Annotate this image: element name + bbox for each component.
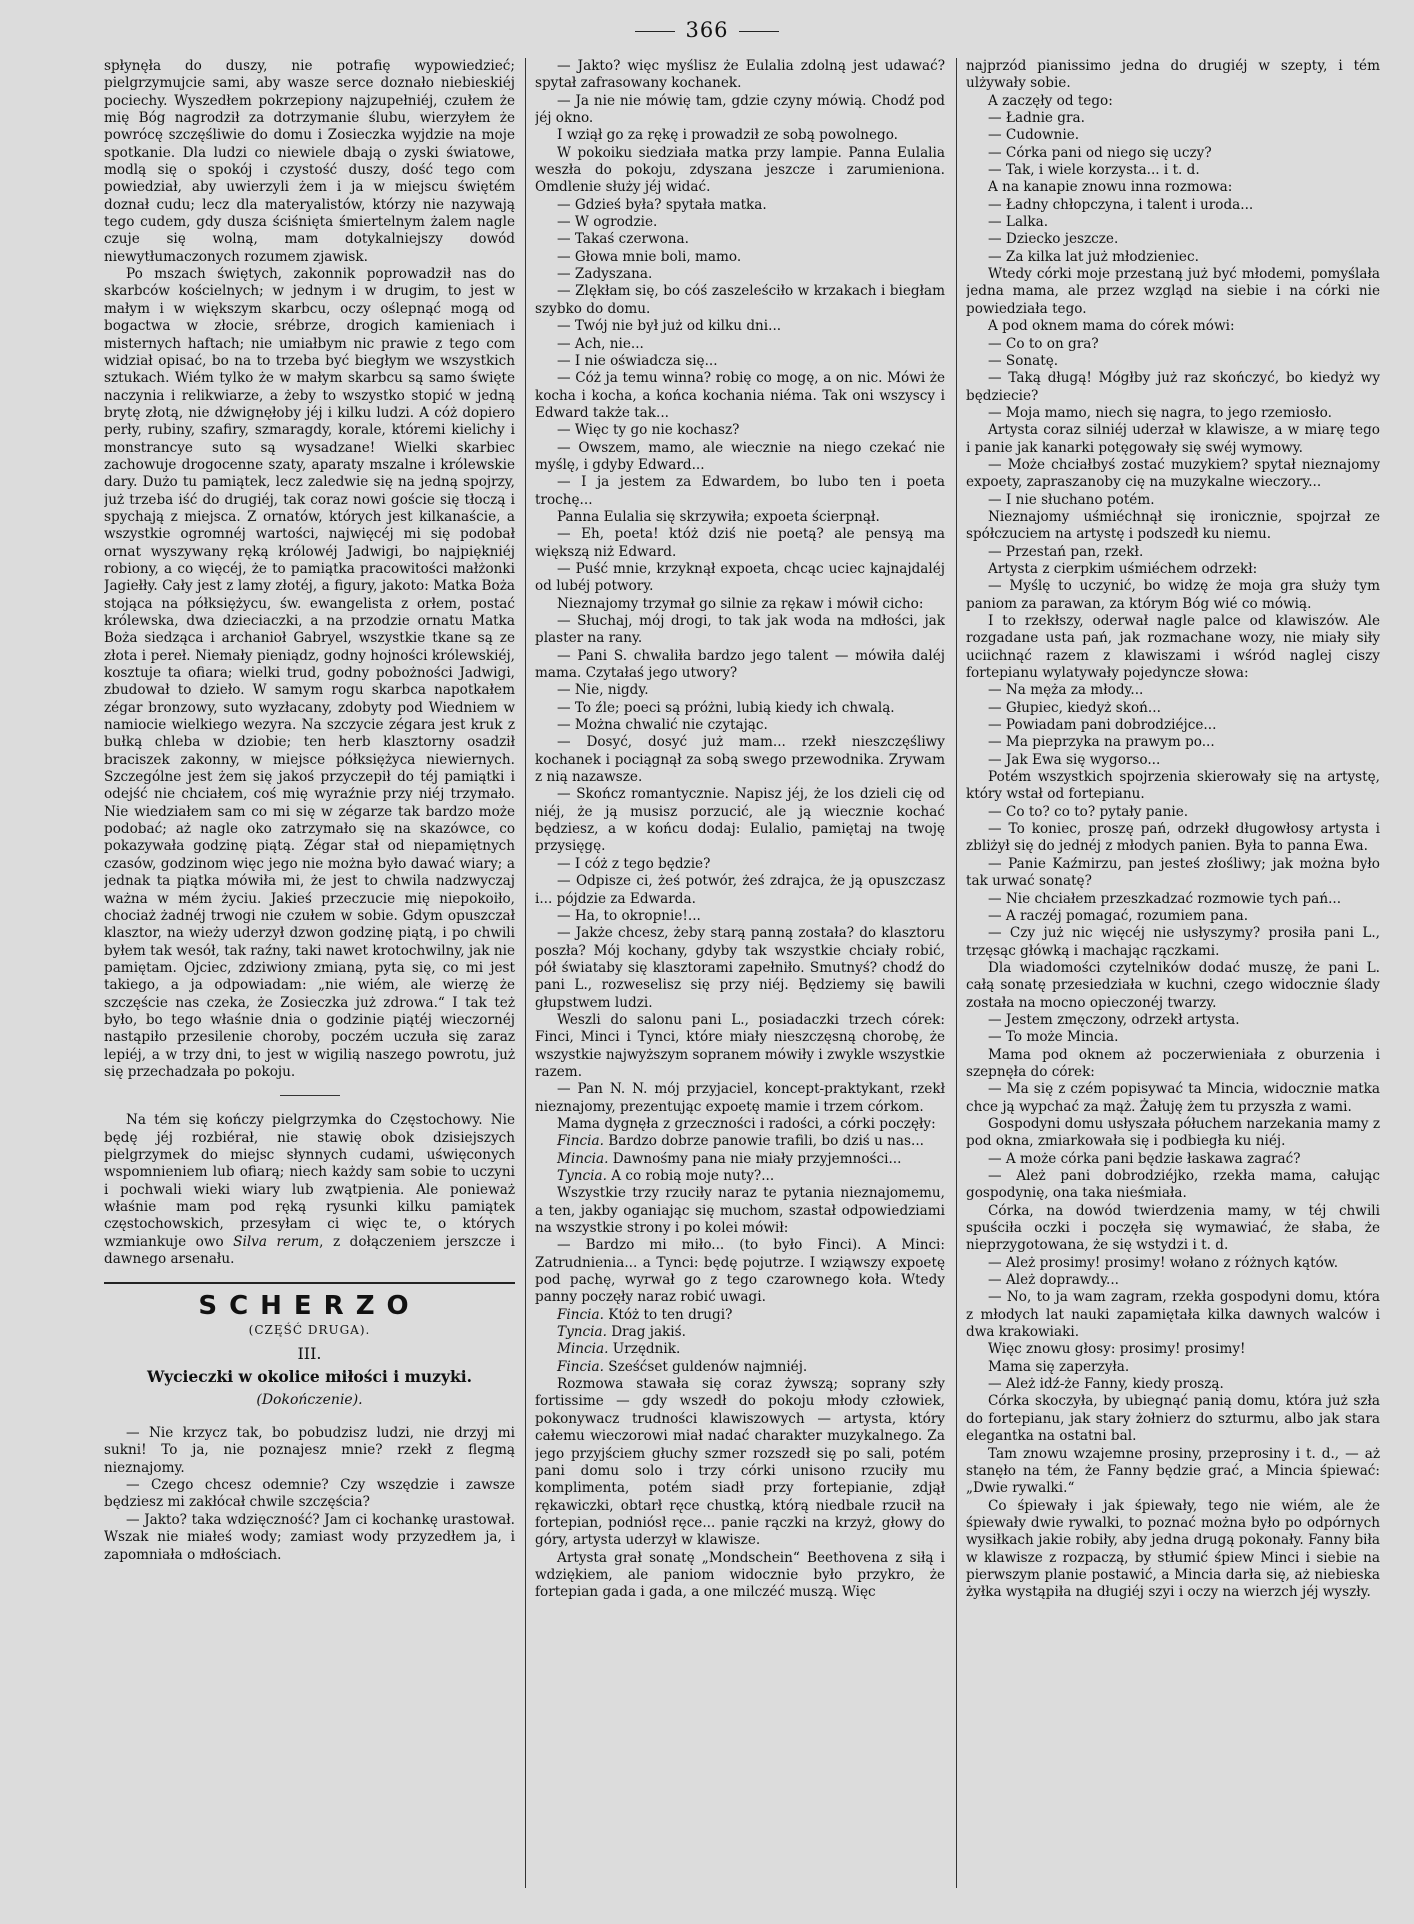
column2-paragraph: — W ogrodzie.: [557, 214, 658, 231]
speaker-name: Tyncia.: [557, 1168, 607, 1184]
column2-paragraph: Artysta grał sonatę „Mondschein“ Beethovena z siłą i wdziękiem, ale paniom widocznie było przykro, że fortepian gada i gada, a one milczéć muszą. Więc: [535, 1549, 945, 1601]
column3-paragraph: Wtedy córki moje przestaną już być młodemi, pomyślała jedna mama, ale przez wzgląd na siebie i na córki nie powiedziała tego.: [966, 266, 1380, 317]
column3-paragraph: — Co to on gra?: [988, 335, 1099, 352]
column2-paragraph: — Eh, poeta! któż dziś nie poetą? ale pensyą ma większą niż Edward.: [535, 526, 945, 560]
para3-end: , z dołączeniem jerszcze i dawnego arsenału.: [104, 1233, 515, 1268]
column2-paragraph: — I ja jestem za Edwardem, bo lubo ten i poeta trochę...: [535, 474, 945, 508]
scherzo-chapter-number: III.: [297, 1344, 322, 1364]
column2-paragraph: — Pani S. chwaliła bardzo jego talent — mówiła daléj mama. Czytałaś jego utwory?: [535, 647, 945, 682]
column3-paragraph: Dla wiadomości czytelników dodać muszę, że pani L. całą sonatę przesiedziała w kuchni, czego widocznie ślady została na mocno opieczonéj twarzy.: [966, 959, 1380, 1011]
column-divider-1: [525, 58, 526, 1888]
column2-paragraph: — Gdzieś była? spytała matka.: [557, 196, 767, 213]
scherzo-note: (Dokończenie).: [256, 1391, 363, 1408]
column3-paragraph: — To może Mincia.: [988, 1029, 1119, 1046]
column2-paragraph: — Więc ty go nie kochasz?: [557, 422, 740, 439]
column2-paragraph: — I nie oświadcza się...: [557, 352, 718, 369]
column3-paragraph: — No, to ja wam zagram, rzekła gospodyni domu, która z młodych lat nauki zapamiętała kilka dawnych walców i dwa krakowiaki.: [966, 1289, 1380, 1341]
column2-paragraph: — Ach, nie...: [557, 335, 644, 352]
column3-paragraph: — Na męża za młody...: [988, 682, 1144, 699]
column3-paragraph: — Dziecko jeszcze.: [988, 231, 1119, 248]
scherzo-title-block: [104, 1291, 515, 1409]
column3-paragraph: Córka skoczyła, by ubiegnąć panią domu, która już szła do fortepianu, jak stary żołnierz do szturmu, albo jak stara elegantka na ostatni bal.: [966, 1393, 1380, 1445]
column2-paragraph: — Słuchaj, mój drogi, to tak jak woda na mdłości, jak plaster na rany.: [535, 613, 945, 647]
column3-paragraph: — Jestem zmęczony, odrzekł artysta.: [988, 1011, 1240, 1028]
para3-italic: Silva rerum: [233, 1233, 320, 1250]
column3-paragraph: A zaczęły od tego:: [988, 92, 1113, 109]
column3-paragraph: Co śpiewały i jak śpiewały, tego nie wiém, ale że śpiewały dwie rywalki, to poznać można było po odpórnych wysiłkach jakie robiły, aby jedna drugą pokonały. Fanny biła w klawisze z rozpaczą, by stłumić śpiew Minci i siebie na pierwszym planie postawić, a Mincia darła się, aż niebieska żyłka wystąpiła na długiéj szyi i oczy na wierzch jéj wyszły.: [966, 1497, 1380, 1601]
column2-paragraph: — I cóż z tego będzie?: [557, 855, 711, 872]
column2-paragraph: Wszystkie trzy rzuciły naraz te pytania nieznajomemu, a ten, jakby oganiając się muchom, szastał odpowiedziami na wszystkie strony i po kolei mówił:: [535, 1185, 945, 1237]
para3-text: Na tém się kończy pielgrzymka do Częstochowy. Nie będę jéj rozbiérał, nie stawię obok dzisiejszych pielgrzymek do miejsc słynnych cudami, uświęconych wspomnieniem lub ofiarą; niech każdy sam sobie to uczyni i pochwali wieki wiary lub zwątpienia. Ale ponieważ właśnie mam pod ręką rysunki kilku pamiątek częstochowskich, przesyłam ci więc te, o których wzmiankuje owo: [104, 1112, 515, 1250]
column2-paragraph: — Jakto? więc myślisz że Eulalia zdolną jest udawać? spytał zafrasowany kochanek.: [535, 58, 945, 92]
column2-paragraph: — Cóż ja temu winna? robię co mogę, a on nic. Mówi że kocha i kocha, a końca kochania niéma. Tak oni wszyscy i Edward także tak...: [535, 370, 945, 421]
column3-paragraph: — Ma się z czém popisywać ta Mincia, widocznie matka chce ją wypchać za mąż. Żałuję żem tu przyszła z wami.: [966, 1081, 1380, 1115]
column1-paragraph-1: spłynęła do duszy, nie potrafię wypowiedzieć; pielgrzymujcie sami, aby wasze serce doznało niebieskiéj pociechy. Wyszedłem pokrzepiony najzupełniéj, czułem że mię Bóg nagrodził za dotrzymanie ślubu, wierzyłem że powrócę szczęśliwie do domu i Zosieczka wyjdzie na moje spotkanie. Dla ludzi co niewiele dbają o zyski światowe, modlą się o spokój i czystość duszy, dość tego com powiedział, aby uwierzyli żem i ja w miejscu świętém doznał cudu; lecz dla materyalistów, którzy nie nazywają tego cudem, gdy dusza ściśnięta śmiertelnym żalem nagle czuje się wolną, mam dotykalniejszy dowód niewytłumaczonych rozumem zjawisk.: [104, 58, 515, 265]
column3-paragraph: — Ależ prosimy! prosimy! wołano z różnych kątów.: [988, 1254, 1339, 1271]
page-number-right-dash: [739, 31, 779, 32]
column3-paragraph: — Ależ idź-że Fanny, kiedy proszą.: [988, 1376, 1224, 1393]
column2-paragraph: Rozmowa stawała się coraz żywszą; soprany szły fortissime — gdy wszedł do pokoju młody człowiek, pokonywacz trudności klawiszowych — artysta, który całemu wieczorowi miał nadać charakter muzykalnego. Za jego przyjściem głuchy szmer rozszedł się po sali, potém pani domu solo i trzy córki unisono rzuciły mu komplimenta, potém siadł przy fortepianie, zdjął rękawiczki, obtarł ręce chustką, którą niedbale rzucił na fortepian, podniósł ręce... panie rączki na krzyż, głowy do góry, artysta uderzył w klawisze.: [535, 1376, 945, 1549]
page-number-text: 366: [685, 18, 729, 42]
column2-paragraph: — Jakże chcesz, żeby starą panną została? do klasztoru poszła? Mój kochany, gdyby tak wszystkie chciały robić, pół świataby się klasztorami zapełniło. Smutnyś? chodź do pani L., rozweselisz się przy niéj. Będziemy się bawili głupstwem ludzi.: [535, 925, 945, 1011]
column2-paragraph: Mincia. Dawnośmy pana nie miały przyjemności...: [557, 1150, 902, 1167]
speaker-name: Fincia.: [557, 1133, 604, 1150]
column2-paragraph: Fincia. Sześćset guldenów najmniéj.: [557, 1358, 808, 1375]
column2-paragraph: Tyncia. A co robią moje nuty?...: [557, 1168, 775, 1184]
column2-paragraph: — Można chwalić nie czytając.: [557, 717, 768, 734]
column3-paragraph: A pod oknem mama do córek mówi:: [988, 318, 1235, 335]
column3-paragraph: Mama się zaperzyła.: [988, 1358, 1130, 1375]
column3-paragraph: — Córka pani od niego się uczy?: [988, 144, 1212, 161]
column3-paragraph: — Ładny chłopczyna, i talent i uroda...: [988, 196, 1254, 213]
column3-paragraph: — A raczéj pomagać, rozumiem pana.: [988, 907, 1249, 924]
column2-paragraph: — Ha, to okropnie!...: [557, 907, 701, 924]
column3-paragraph: — Panie Kaźmirzu, pan jesteś złośliwy; jak można było tak urwać sonatę?: [966, 855, 1380, 890]
column2-paragraph: — Owszem, mamo, ale wiecznie na niego czekać nie myślę, i gdyby Edward...: [535, 439, 945, 473]
section-divider-short: [280, 1095, 340, 1096]
column3-paragraph: najprzód pianissimo jedna do drugiéj w szepty, i tém ulżywały sobie.: [966, 58, 1380, 92]
column1-dialogue-2: — Czego chcesz odemnie? Czy wszędzie i zawsze będziesz mi zakłócał chwile szczęścia?: [104, 1477, 515, 1511]
column2-paragraph: — To źle; poeci są próżni, lubią kiedy ich chwalą.: [557, 699, 895, 716]
column3-paragraph: Tam znowu wzajemne prosiny, przeprosiny i t. d., — aż stanęło na tém, że Fanny będzie grać, a Mincia śpiewać: „Dwie rywalki.“: [966, 1445, 1380, 1497]
column3-paragraph: — Jak Ewa się wygorso...: [988, 751, 1161, 768]
column2-paragraph: — Bardzo mi miło... (to było Finci). A Minci: Zatrudnienia... a Tynci: będę pojutrze. I wziąwszy expoetę pod pachę, wyrwał go z tego czarownego koła. Wtedy panny poczęły naraz robić uwagi.: [535, 1237, 945, 1306]
column3-paragraph: — Głupiec, kiedyż skoń...: [988, 699, 1161, 716]
column3-paragraph: — A może córka pani będzie łaskawa zagrać?: [988, 1150, 1301, 1167]
column-1: [104, 58, 515, 1778]
column3-paragraph: — Taką długą! Mógłby już raz skończyć, bo kiedyż wy będziecie?: [966, 370, 1380, 404]
column3-paragraph: — Moja mamo, niech się nagra, to jego rzemiosło.: [988, 404, 1332, 421]
column2-paragraph: Mincia. Urzędnik.: [557, 1341, 681, 1358]
column2-paragraph: — Głowa mnie boli, mamo.: [557, 248, 742, 265]
column2-paragraph: Nieznajomy trzymał go silnie za rękaw i mówił cicho:: [557, 595, 924, 612]
scherzo-subtitle: (CZĘŚĆ DRUGA).: [248, 1322, 371, 1337]
column3-paragraph: — Cudownie.: [988, 127, 1080, 144]
column3-paragraph: — Ależ pani dobrodziéjko, rzekła mama, całując gospodynię, ona taka nieśmiała.: [966, 1168, 1380, 1202]
column3-paragraph: — Przestań pan, rzekł.: [988, 543, 1144, 560]
column-3: [966, 58, 1380, 1898]
column3-paragraph: — Ma pieprzyka na prawym po...: [988, 734, 1215, 751]
column3-paragraph: — Za kilka lat już młodzieniec.: [988, 248, 1199, 265]
column2-paragraph: I wziął go za rękę i prowadził ze sobą powolnego.: [557, 127, 898, 144]
column1-dialogue-1: — Nie krzycz tak, bo pobudzisz ludzi, nie drzyj mi sukni! To ja, nie poznajesz mnie? rzekł z flegmą nieznajomy.: [104, 1425, 515, 1476]
speaker-name: Fincia.: [557, 1306, 604, 1323]
column2-paragraph: Weszli do salonu pani L., posiadaczki trzech córek: Finci, Minci i Tynci, które miały nieszczęsną chorobę, że wszystkie najwyższym sopranem mówiły i zwykle wszystkie razem.: [535, 1011, 945, 1080]
column2-paragraph: W pokoiku siedziała matka przy lampie. Panna Eulalia weszła do pokoju, zdyszana jeszcze i zarumieniona. Omdlenie służy jéj widać.: [535, 144, 945, 196]
column2-paragraph: — Nie, nigdy.: [557, 682, 649, 699]
page-number: [0, 18, 1414, 42]
column2-paragraph: — Skończ romantycznie. Napisz jéj, że los dzieli cię od niéj, że ją musisz porzucić, ale ją wiecznie kochać będziesz, a w końcu dodaj: Eulalio, pamiętaj na twoję przysięgę.: [535, 786, 945, 855]
column3-paragraph: — Czy już nic więcéj nie usłyszymy? prosiła pani L., trzęsąc główką i machając rączkami.: [966, 925, 1380, 959]
scherzo-chapter-heading: Wycieczki w okolice miłości i muzyki.: [147, 1367, 472, 1387]
column2-paragraph: — Zlękłam się, bo cóś zaszeleściło w krzakach i biegłam szybko do domu.: [535, 283, 945, 317]
column3-paragraph: A na kanapie znowu inna rozmowa:: [988, 179, 1233, 196]
column3-paragraph: — I nie słuchano potém.: [988, 491, 1155, 508]
column2-paragraph: Mama dygnęła z grzeczności i radości, a córki poczęły:: [557, 1115, 936, 1132]
scherzo-title: SCHERZO: [198, 1291, 421, 1322]
column3-paragraph: — Myślę to uczynić, bo widzę że moja gra służy tym paniom za parawan, za którym Bóg wié co mówią.: [966, 578, 1380, 612]
column2-paragraph: Panna Eulalia się skrzywiła; expoeta ścierpnął.: [557, 508, 880, 525]
column2-paragraph: — Takaś czerwona.: [557, 231, 689, 248]
speaker-name: Fincia.: [557, 1358, 604, 1375]
column1-dialogue-3: — Jakto? taka wdzięczność? Jam ci kochankę urastował. Wszak nie miałeś wody; zamiast wody przyzedłem ja, i zapomniała o mdłościach.: [104, 1511, 515, 1563]
column3-paragraph: Potém wszystkich spojrzenia skierowały się na artystę, który wstał od fortepianu.: [966, 769, 1380, 803]
speaker-name: Tyncia.: [557, 1324, 607, 1341]
column3-paragraph: Więc znowu głosy: prosimy! prosimy!: [988, 1341, 1246, 1358]
column3-paragraph: — Powiadam pani dobrodziéjce...: [988, 717, 1217, 734]
speaker-name: Mincia.: [557, 1341, 609, 1358]
column2-paragraph: — Zadyszana.: [557, 266, 653, 283]
column3-paragraph: — Sonatę.: [988, 352, 1059, 369]
column2-paragraph: Tyncia. Drag jakiś.: [557, 1324, 686, 1341]
column3-paragraph: Córka, na dowód twierdzenia mamy, w téj chwili spuściła oczki i poczęła się wymawiać, że słaba, że nieprzygotowana, że się wstydzi i t. d.: [966, 1202, 1380, 1254]
column2-paragraph: — Pan N. N. mój przyjaciel, koncept-praktykant, rzekł nieznajomy, prezentując expoetę mamie i trzem córkom.: [535, 1081, 945, 1115]
column1-paragraph-2: Po mszach świętych, zakonnik poprowadził nas do skarbców kościelnych; w jednym i w drugim, to jest w małym i w większym skarbcu, oczy oślepnąć mogą od bogactwa w złocie, srébrze, drogich kamieniach i misternych haftach; nie umiałbym nic prawie z tego com widział opisać, bo na to trzeba być biegłym we wszystkich sztukach. Wiém tylko że w małym skarbcu są samo święte naczynia i relikwiarze, a żeby to wszystko stopić w jedną brytę złotą, nie dźwignęłoby jéj i kilku ludzi. A cóż dopiero perły, rubiny, szafiry, szmaragdy, korale, któremi kielichy i monstrancye suto są wysadzane! Wielki skarbiec zachowuje drogocenne szaty, aparaty mszalne i królewskie dary. Dużo tu pamiątek, lecz zaledwie się na jedną spojrzy, już trzeba iść do drugiéj, tak coraz nowi goście się tłoczą i spychają z miejsca. Z ornatów, których jest kilkanaście, a wszystkie ogromnéj wartości, najwięcéj mi się podobał ornat wyszywany ręką królowéj Jadwigi, bo najpiękniéj robiony, a co więcéj, że to pamiątka pracowitości małżonki Jagiełły. Cały jest z lamy złotéj, a figury, jakoto: Matka Boża stojąca na półksiężycu, św. ewangelista z orłem, postać królewska, dwa dzieciaczki, a na przodzie ornatu Matka Boża siedząca i archanioł Gabryel, wszystkie tkane są ze złota i pereł. Niemały pieniądz, godny hojności królewskiéj, kosztuje ta ofiara; wielki trud, godny pobożności Jadwigi, zbudował to dzieło. W samym rogu skarbca napotkałem zégar bronzowy, suto wyzłacany, zdobyty pod Wiedniem w namiocie wielkiego wezyra. Na szczycie zégara jest kruk z bułką chleba w dziobie; ten herb klasztorny osadził braciszek zakonny, w miejsce półksiężyca niewiernych. Szczególne jest żem się jakoś przyczepił do téj pamiątki i odejść nie chciałem, coś mię wyraźnie przy niéj trzymało. Nie wiedziałem sam co mi się w zégarze tak bardzo może podobać; aż nagle oko zatrzymało się na skazówce, co pokazywała godzinę piątą. Zégar stał od niepamiętnych czasów, godzinom więc jego nie można było dawać wiary; a jednak ta piątka mówiła mi, że jest to chwila nadzwyczaj ważna w mém życiu. Jakieś przeczucie mię niepokoiło, chociaż żadnéj trwogi nie czułem w sobie. Gdym opuszczał klasztor, na wieży uderzył dzwon godzinę piątą, i po chwili byłem tak wesół, tak raźny, taki nawet krotochwilny, jak nie pamiętam. Ojciec, zdziwiony zmianą, pyta się, co mi jest takiego, a ja odpowiadam: „nie wiém, ale wierzę że szczęście nas czeka, że Zosieczka już zdrowa.“ I tak też było, bo tego właśnie dnia o godzinie piątéj wieczornéj nastąpiło przesilenie choroby, poczém uczuła się zaraz lepiéj, a w trzy dni, to jest w wigilią naszego powrotu, już się przechadzała po pokoju.: [104, 266, 515, 1080]
column3-paragraph: — To koniec, proszę pań, odrzekł długowłosy artysta i zbliżył się do jednéj z młodych panien. Była to panna Ewa.: [966, 821, 1380, 855]
column3-paragraph: Nieznajomy uśmiéchnął się ironicznie, spojrzał ze spółczuciem na artystę i podszedł ku niemu.: [966, 508, 1380, 543]
column3-paragraph: Gospodyni domu usłyszała półuchem narzekania mamy z pod okna, zmiarkowała się i podbiegła ku niéj.: [966, 1115, 1380, 1150]
column2-paragraph: — Ja nie nie mówię tam, gdzie czyny mówią. Chodź pod jéj okno.: [535, 92, 945, 127]
section-divider-long: [104, 1282, 515, 1284]
speaker-name: Mincia.: [557, 1150, 609, 1167]
column3-paragraph: — Nie chciałem przeszkadzać rozmowie tych pań...: [988, 890, 1342, 907]
column2-paragraph: — Puść mnie, krzyknął expoeta, chcąc uciec kajnajdaléj od lubéj potwory.: [535, 560, 945, 595]
column3-paragraph: — Ładnie gra.: [988, 110, 1085, 127]
column-2: [535, 58, 945, 1898]
column3-paragraph: I to rzekłszy, oderwał nagle palce od klawiszów. Ale rozgadane usta pań, jak rozmachane wozy, nie miały siły uciichnąć razem z klawiszami i wśród naglej ciszy fortepianu wylatywały pojedyncze słowa:: [966, 613, 1380, 682]
column3-paragraph: — Ależ doprawdy...: [988, 1272, 1119, 1289]
column3-paragraph: — Może chciałbyś zostać muzykiem? spytał nieznajomy expoety, zapraszanoby cię na muzykalne wieczory...: [966, 456, 1380, 491]
column2-paragraph: Fincia. Któż to ten drugi?: [557, 1306, 733, 1323]
column3-paragraph: Artysta z cierpkim uśmiéchem odrzekł:: [988, 560, 1258, 577]
column3-paragraph: Artysta coraz silniéj uderzał w klawisze, a w miarę tego i panie jak kanarki potęgowały się swéj wymowy.: [966, 422, 1380, 456]
column3-paragraph: — Tak, i wiele korzysta... i t. d.: [988, 162, 1200, 179]
column2-paragraph: Fincia. Bardzo dobrze panowie trafili, bo dziś u nas...: [557, 1133, 924, 1150]
column3-paragraph: — Co to? co to? pytały panie.: [988, 803, 1189, 820]
column2-paragraph: — Twój nie był już od kilku dni...: [557, 318, 782, 335]
column-divider-2: [956, 58, 957, 1888]
column2-paragraph: — Odpisze ci, żeś potwór, żeś zdrajca, że ją opuszczasz i... pójdzie za Edwarda.: [535, 873, 945, 907]
column1-paragraph-3: [104, 1112, 515, 1268]
page-number-left-dash: [635, 31, 675, 32]
column2-paragraph: — Dosyć, dosyć już mam... rzekł nieszczęśliwy kochanek i pociągnął za sobą swego przewodnika. Zrywam z nią nazawsze.: [535, 734, 945, 786]
column3-paragraph: — Lalka.: [988, 214, 1049, 231]
column3-paragraph: Mama pod oknem aż poczerwieniała z oburzenia i szepnęła do córek:: [966, 1046, 1380, 1080]
